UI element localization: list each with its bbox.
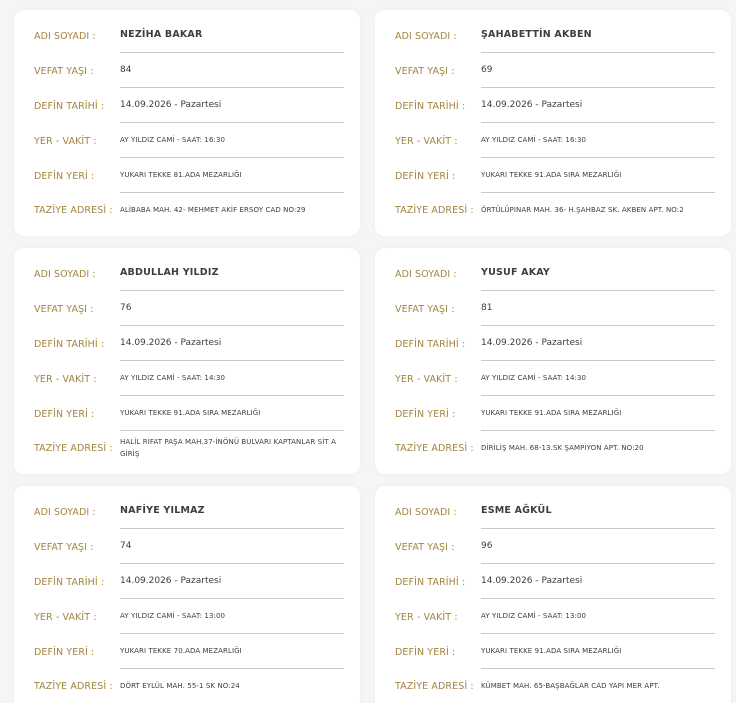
burial-place-row xyxy=(395,158,715,193)
condolence-label: TAZİYE ADRESİ : xyxy=(395,443,474,454)
burial-place-label: DEFİN YERİ : xyxy=(34,646,95,658)
condolence-value: HALİL RIFAT PAŞA MAH.37-İNÖNÜ BULVARI KAPTANLAR SİT A GİRİŞ xyxy=(120,438,336,458)
age-value: 84 xyxy=(120,53,344,88)
place-time-row xyxy=(395,599,715,634)
name-value: ŞAHABETTİN AKBEN xyxy=(481,18,715,53)
age-label: VEFAT YAŞI : xyxy=(34,541,94,553)
date-row xyxy=(34,326,344,361)
date-row xyxy=(395,326,715,361)
burial-place-value: YUKARI TEKKE 91.ADA SIRA MEZARLIĞI xyxy=(120,396,344,431)
age-label: VEFAT YAŞI : xyxy=(34,303,94,315)
age-value: 76 xyxy=(120,291,344,326)
burial-place-row xyxy=(34,396,344,431)
age-value: 96 xyxy=(481,529,715,564)
age-label: VEFAT YAŞI : xyxy=(395,541,455,553)
condolence-value: DÖRT EYLÜL MAH. 55-1 SK NO:24 xyxy=(120,682,240,690)
obituary-card xyxy=(14,10,360,236)
place-time-row xyxy=(34,123,344,158)
name-label: ADI SOYADI : xyxy=(34,30,96,42)
burial-place-row xyxy=(34,158,344,193)
name-label: ADI SOYADI : xyxy=(395,506,457,518)
place-time-value: AY YILDIZ CAMİ - SAAT: 16:30 xyxy=(120,123,344,158)
name-label: ADI SOYADI : xyxy=(34,506,96,518)
date-label: DEFİN TARİHİ : xyxy=(395,576,466,588)
date-label: DEFİN TARİHİ : xyxy=(395,100,466,112)
date-value: 14.09.2026 - Pazartesi xyxy=(120,564,344,599)
burial-place-value: YUKARI TEKKE 70.ADA MEZARLIĞI xyxy=(120,634,344,669)
condolence-value: ALİBABA MAH. 42- MEHMET AKİF ERSOY CAD NO:29 xyxy=(120,206,306,214)
burial-place-row xyxy=(395,634,715,669)
age-row xyxy=(34,53,344,88)
condolence-label: TAZİYE ADRESİ : xyxy=(34,681,113,692)
place-time-row xyxy=(395,123,715,158)
condolence-label: TAZİYE ADRESİ : xyxy=(395,681,474,692)
name-label: ADI SOYADI : xyxy=(395,30,457,42)
place-time-label: YER - VAKİT : xyxy=(34,135,97,147)
age-value: 81 xyxy=(481,291,715,326)
name-value: NEZİHA BAKAR xyxy=(120,18,344,53)
condolence-row xyxy=(395,669,715,703)
name-label: ADI SOYADI : xyxy=(34,268,96,280)
burial-place-value: YUKARI TEKKE 81.ADA MEZARLIĞI xyxy=(120,158,344,193)
age-label: VEFAT YAŞI : xyxy=(34,65,94,77)
condolence-value: ÖRTÜLÜPINAR MAH. 36- H.ŞAHBAZ SK. AKBEN APT. NO:2 xyxy=(481,206,684,214)
condolence-label: TAZİYE ADRESİ : xyxy=(34,205,113,216)
place-time-label: YER - VAKİT : xyxy=(395,611,458,623)
date-row xyxy=(395,88,715,123)
obituary-card xyxy=(375,248,731,474)
burial-place-label: DEFİN YERİ : xyxy=(395,170,456,182)
condolence-row xyxy=(395,193,715,227)
age-row xyxy=(34,291,344,326)
age-value: 74 xyxy=(120,529,344,564)
burial-place-label: DEFİN YERİ : xyxy=(395,646,456,658)
obituary-card xyxy=(375,10,731,236)
age-value: 69 xyxy=(481,53,715,88)
date-row xyxy=(34,88,344,123)
name-row xyxy=(395,256,715,291)
place-time-value: AY YILDIZ CAMİ - SAAT: 13:00 xyxy=(120,599,344,634)
place-time-value: AY YILDIZ CAMİ - SAAT: 16:30 xyxy=(481,123,715,158)
place-time-row xyxy=(395,361,715,396)
place-time-row xyxy=(34,361,344,396)
condolence-row xyxy=(34,193,344,227)
burial-place-label: DEFİN YERİ : xyxy=(34,170,95,182)
burial-place-row xyxy=(34,634,344,669)
place-time-label: YER - VAKİT : xyxy=(34,611,97,623)
obituary-grid xyxy=(14,10,731,703)
date-value: 14.09.2026 - Pazartesi xyxy=(120,326,344,361)
condolence-row xyxy=(34,431,344,465)
name-label: ADI SOYADI : xyxy=(395,268,457,280)
burial-place-value: YUKARI TEKKE 91.ADA SIRA MEZARLIĞI xyxy=(481,634,715,669)
place-time-value: AY YILDIZ CAMİ - SAAT: 14:30 xyxy=(481,361,715,396)
date-label: DEFİN TARİHİ : xyxy=(34,576,105,588)
age-row xyxy=(34,529,344,564)
name-value: NAFİYE YILMAZ xyxy=(120,494,344,529)
burial-place-label: DEFİN YERİ : xyxy=(395,408,456,420)
date-value: 14.09.2026 - Pazartesi xyxy=(481,564,715,599)
place-time-label: YER - VAKİT : xyxy=(395,373,458,385)
age-row xyxy=(395,53,715,88)
date-row xyxy=(34,564,344,599)
name-row xyxy=(395,18,715,53)
date-row xyxy=(395,564,715,599)
name-row xyxy=(34,18,344,53)
condolence-label: TAZİYE ADRESİ : xyxy=(34,443,113,454)
condolence-value: KÜMBET MAH. 65-BAŞBAĞLAR CAD YAPI MER APT. xyxy=(481,682,660,690)
obituary-card xyxy=(375,486,731,703)
name-row xyxy=(34,494,344,529)
name-row xyxy=(34,256,344,291)
condolence-row xyxy=(395,431,715,465)
condolence-row xyxy=(34,669,344,703)
date-value: 14.09.2026 - Pazartesi xyxy=(481,88,715,123)
name-value: ESME AĞKÜL xyxy=(481,494,715,529)
burial-place-value: YUKARI TEKKE 91.ADA SIRA MEZARLIĞI xyxy=(481,396,715,431)
age-row xyxy=(395,291,715,326)
obituary-card xyxy=(14,248,360,474)
place-time-value: AY YILDIZ CAMİ - SAAT: 14:30 xyxy=(120,361,344,396)
date-label: DEFİN TARİHİ : xyxy=(34,100,105,112)
date-value: 14.09.2026 - Pazartesi xyxy=(481,326,715,361)
place-time-label: YER - VAKİT : xyxy=(395,135,458,147)
name-value: YUSUF AKAY xyxy=(481,256,715,291)
age-row xyxy=(395,529,715,564)
obituary-card xyxy=(14,486,360,703)
date-value: 14.09.2026 - Pazartesi xyxy=(120,88,344,123)
place-time-label: YER - VAKİT : xyxy=(34,373,97,385)
age-label: VEFAT YAŞI : xyxy=(395,65,455,77)
condolence-value: DİRİLİŞ MAH. 68-13.SK ŞAMPİYON APT. NO:20 xyxy=(481,444,644,452)
name-row xyxy=(395,494,715,529)
place-time-row xyxy=(34,599,344,634)
burial-place-value: YUKARI TEKKE 91.ADA SIRA MEZARLIĞI xyxy=(481,158,715,193)
burial-place-row xyxy=(395,396,715,431)
name-value: ABDULLAH YILDIZ xyxy=(120,256,344,291)
age-label: VEFAT YAŞI : xyxy=(395,303,455,315)
date-label: DEFİN TARİHİ : xyxy=(34,338,105,350)
burial-place-label: DEFİN YERİ : xyxy=(34,408,95,420)
condolence-label: TAZİYE ADRESİ : xyxy=(395,205,474,216)
date-label: DEFİN TARİHİ : xyxy=(395,338,466,350)
place-time-value: AY YILDIZ CAMİ - SAAT: 13:00 xyxy=(481,599,715,634)
